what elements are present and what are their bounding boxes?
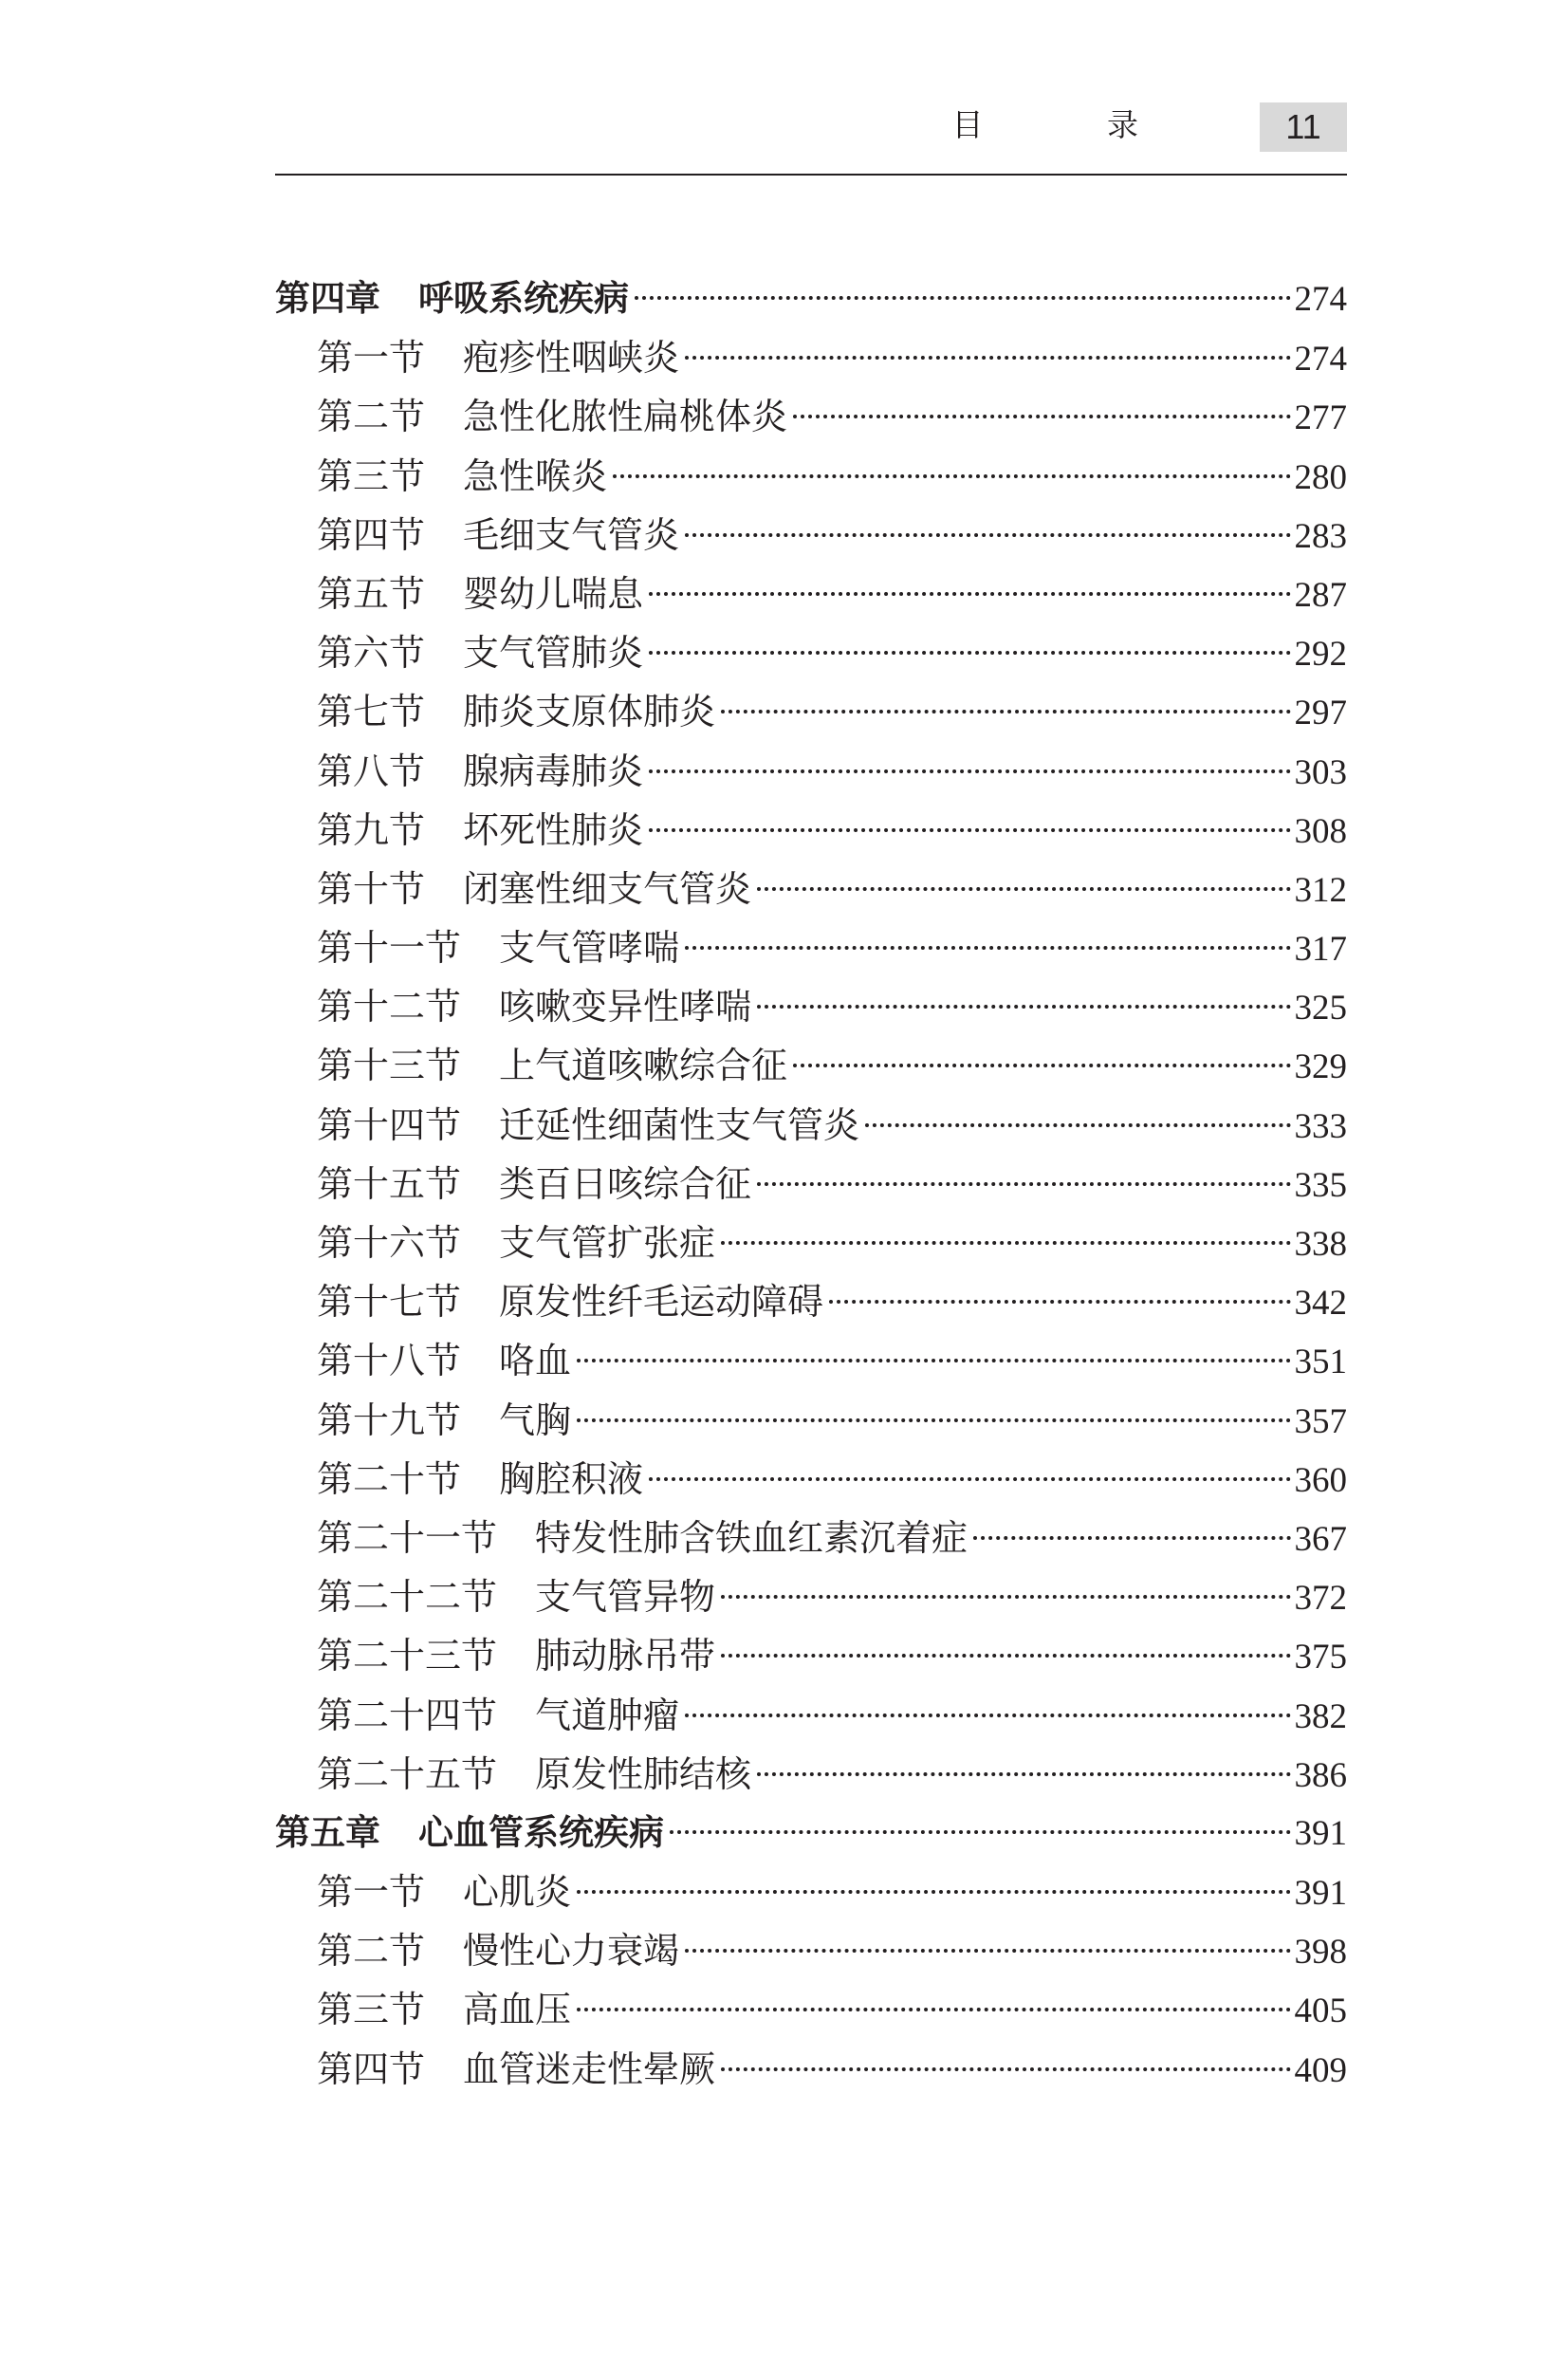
toc-entry-page: 329 <box>1294 1047 1347 1087</box>
toc-entry-page: 367 <box>1294 1519 1347 1559</box>
toc-entry-title: 高血压 <box>463 1989 572 2031</box>
toc-section-entry <box>275 1036 1347 1095</box>
toc-entry-number: 第十五节 <box>317 1162 462 1205</box>
toc-entry-page: 297 <box>1294 694 1347 733</box>
toc-section-entry <box>275 1686 1347 1745</box>
dot-leader <box>685 946 1290 950</box>
toc-section-entry <box>275 682 1347 741</box>
toc-section-entry <box>275 860 1347 918</box>
toc-entry-page: 303 <box>1294 752 1347 792</box>
toc-section-entry <box>275 565 1347 623</box>
toc-chapter-entry <box>275 1804 1347 1862</box>
toc-section-entry <box>275 742 1347 801</box>
toc-entry-page: 283 <box>1294 516 1347 556</box>
dot-leader <box>649 651 1290 655</box>
toc-entry-number: 第十节 <box>317 867 426 910</box>
toc-section-entry <box>275 918 1347 977</box>
dot-leader <box>757 1182 1290 1186</box>
dot-leader <box>793 1064 1290 1067</box>
toc-entry-number: 第二十三节 <box>317 1635 498 1677</box>
toc-entry-title: 类百日咳综合征 <box>499 1162 752 1205</box>
dot-leader <box>685 1949 1290 1953</box>
toc-section-entry <box>275 387 1347 446</box>
dot-leader <box>865 1123 1290 1127</box>
toc-entry-number: 第五章 <box>275 1811 380 1853</box>
toc-entry-title: 毛细支气管炎 <box>463 513 680 556</box>
toc-entry-number: 第五节 <box>317 572 426 615</box>
toc-section-entry <box>275 1214 1347 1272</box>
toc-entry-number: 第二节 <box>317 396 426 438</box>
toc-entry-number: 第十六节 <box>317 1222 462 1264</box>
toc-entry-number: 第八节 <box>317 750 426 792</box>
toc-section-entry <box>275 1745 1347 1804</box>
toc-section-entry <box>275 1980 1347 2039</box>
toc-section-entry <box>275 1509 1347 1567</box>
toc-entry-page: 280 <box>1294 457 1347 497</box>
toc-section-entry <box>275 328 1347 387</box>
dot-leader <box>685 533 1290 537</box>
toc-entry-number: 第四章 <box>275 278 380 319</box>
toc-section-entry <box>275 1921 1347 1980</box>
toc-entry-number: 第二十节 <box>317 1457 462 1500</box>
toc-entry-page: 277 <box>1294 398 1347 438</box>
page-number: 11 <box>1260 102 1347 152</box>
toc-section-entry <box>275 1331 1347 1390</box>
toc-entry-number: 第三节 <box>317 454 426 497</box>
toc-entry-title: 腺病毒肺炎 <box>463 750 644 792</box>
toc-entry-page: 274 <box>1294 280 1347 319</box>
dot-leader <box>829 1300 1290 1304</box>
toc-entry-page: 386 <box>1294 1755 1347 1795</box>
dot-leader <box>685 1714 1290 1717</box>
dot-leader <box>721 1654 1290 1658</box>
toc-section-entry <box>275 506 1347 565</box>
toc-entry-title: 肺炎支原体肺炎 <box>463 691 716 733</box>
toc-entry-title: 急性喉炎 <box>463 454 608 497</box>
dot-leader <box>721 1595 1290 1599</box>
toc-entry-page: 375 <box>1294 1638 1347 1677</box>
toc-entry-number: 第十二节 <box>317 986 462 1028</box>
toc-entry-number: 第二十一节 <box>317 1516 498 1559</box>
dot-leader <box>649 1477 1290 1481</box>
toc-section-entry <box>275 977 1347 1036</box>
toc-entry-number: 第十三节 <box>317 1045 462 1087</box>
dot-leader <box>721 2067 1290 2071</box>
toc-entry-number: 第三节 <box>317 1989 426 2031</box>
dot-leader <box>577 1418 1290 1422</box>
toc-entry-page: 292 <box>1294 635 1347 675</box>
toc-entry-number: 第十一节 <box>317 927 462 970</box>
toc-entry-title: 疱疹性咽峡炎 <box>463 337 680 380</box>
toc-entry-page: 382 <box>1294 1696 1347 1736</box>
toc-section-entry <box>275 1626 1347 1685</box>
toc-entry-title: 胸腔积液 <box>499 1457 644 1500</box>
dot-leader <box>757 1005 1290 1009</box>
toc-entry-number: 第一节 <box>317 337 426 380</box>
dot-leader <box>649 769 1290 773</box>
toc-entry-page: 274 <box>1294 340 1347 380</box>
toc-entry-number: 第六节 <box>317 632 426 675</box>
toc-entry-title: 支气管肺炎 <box>463 632 644 675</box>
dot-leader <box>649 828 1290 832</box>
toc-entry-page: 357 <box>1294 1401 1347 1441</box>
toc-entry-number: 第一节 <box>317 1871 426 1914</box>
toc-entry-page: 351 <box>1294 1343 1347 1382</box>
toc-entry-title: 急性化脓性扁桃体炎 <box>463 396 788 438</box>
toc-entry-title: 气道肿瘤 <box>535 1694 680 1736</box>
toc-entry-page: 391 <box>1294 1874 1347 1914</box>
toc-entry-number: 第十七节 <box>317 1281 462 1324</box>
dot-leader <box>721 1241 1290 1245</box>
dot-leader <box>577 2008 1290 2011</box>
toc-entry-title: 咯血 <box>499 1340 572 1382</box>
toc-entry-number: 第七节 <box>317 691 426 733</box>
toc-entry-number: 第十四节 <box>317 1103 462 1146</box>
toc-entry-page: 405 <box>1294 1992 1347 2031</box>
toc-entry-number: 第十九节 <box>317 1399 462 1441</box>
toc-entry-title: 慢性心力衰竭 <box>463 1930 680 1973</box>
toc-entry-title: 特发性肺含铁血红素沉着症 <box>535 1516 968 1559</box>
toc-entry-title: 支气管扩张症 <box>499 1222 716 1264</box>
header-rule <box>275 174 1347 176</box>
toc-entry-title: 迁延性细菌性支气管炎 <box>499 1103 860 1146</box>
toc-entry-page: 342 <box>1294 1284 1347 1324</box>
toc-entry-title: 坏死性肺炎 <box>463 808 644 851</box>
toc-section-entry <box>275 801 1347 860</box>
toc-entry-page: 333 <box>1294 1106 1347 1146</box>
toc-entry-number: 第四节 <box>317 513 426 556</box>
dot-leader <box>670 1830 1291 1834</box>
toc-entry-title: 肺动脉吊带 <box>535 1635 716 1677</box>
toc-section-entry <box>275 1567 1347 1626</box>
toc-section-entry <box>275 2040 1347 2099</box>
toc-entry-page: 325 <box>1294 989 1347 1028</box>
toc-entry-page: 360 <box>1294 1460 1347 1500</box>
toc-entry-title: 血管迷走性晕厥 <box>463 2047 716 2090</box>
toc-entry-title: 心血管系统疾病 <box>418 1811 664 1853</box>
toc-entry-page: 409 <box>1294 2050 1347 2090</box>
toc-section-entry <box>275 623 1347 682</box>
toc-entry-title: 心肌炎 <box>463 1871 572 1914</box>
header-title: 目 录 <box>951 106 1195 143</box>
toc-entry-number: 第十八节 <box>317 1340 462 1382</box>
toc-entry-page: 287 <box>1294 575 1347 615</box>
toc-chapter-entry <box>275 269 1347 328</box>
toc-entry-number: 第二十五节 <box>317 1752 498 1795</box>
table-of-contents <box>275 269 1347 2099</box>
dot-leader <box>757 887 1290 891</box>
dot-leader <box>577 1890 1290 1894</box>
toc-entry-page: 398 <box>1294 1933 1347 1973</box>
toc-entry-title: 原发性纤毛运动障碍 <box>499 1281 824 1324</box>
toc-entry-title: 呼吸系统疾病 <box>418 278 629 319</box>
toc-entry-title: 原发性肺结核 <box>535 1752 752 1795</box>
toc-entry-title: 气胸 <box>499 1399 572 1441</box>
toc-section-entry <box>275 1862 1347 1921</box>
toc-entry-page: 335 <box>1294 1165 1347 1205</box>
dot-leader <box>577 1359 1290 1362</box>
toc-entry-number: 第二节 <box>317 1930 426 1973</box>
toc-entry-title: 支气管哮喘 <box>499 927 680 970</box>
toc-entry-page: 312 <box>1294 870 1347 910</box>
dot-leader <box>649 592 1290 596</box>
toc-entry-page: 372 <box>1294 1579 1347 1619</box>
dot-leader <box>635 296 1291 300</box>
dot-leader <box>793 415 1290 418</box>
toc-entry-title: 上气道咳嗽综合征 <box>499 1045 788 1087</box>
toc-section-entry <box>275 1096 1347 1155</box>
dot-leader <box>613 474 1290 478</box>
toc-entry-number: 第九节 <box>317 808 426 851</box>
toc-entry-number: 第二十四节 <box>317 1694 498 1736</box>
toc-entry-number: 第四节 <box>317 2047 426 2090</box>
dot-leader <box>721 710 1290 713</box>
toc-section-entry <box>275 1272 1347 1331</box>
toc-entry-page: 391 <box>1294 1813 1347 1853</box>
dot-leader <box>757 1772 1290 1776</box>
toc-entry-title: 支气管异物 <box>535 1576 716 1619</box>
toc-section-entry <box>275 1450 1347 1509</box>
toc-entry-page: 338 <box>1294 1225 1347 1264</box>
toc-section-entry <box>275 1391 1347 1450</box>
running-header <box>275 99 1347 152</box>
toc-entry-title: 婴幼儿喘息 <box>463 572 644 615</box>
toc-section-entry <box>275 1155 1347 1214</box>
dot-leader <box>685 356 1290 360</box>
toc-entry-title: 闭塞性细支气管炎 <box>463 867 752 910</box>
toc-section-entry <box>275 447 1347 506</box>
toc-entry-number: 第二十二节 <box>317 1576 498 1619</box>
toc-entry-page: 317 <box>1294 930 1347 970</box>
dot-leader <box>973 1536 1290 1540</box>
toc-entry-page: 308 <box>1294 811 1347 851</box>
toc-entry-title: 咳嗽变异性哮喘 <box>499 986 752 1028</box>
